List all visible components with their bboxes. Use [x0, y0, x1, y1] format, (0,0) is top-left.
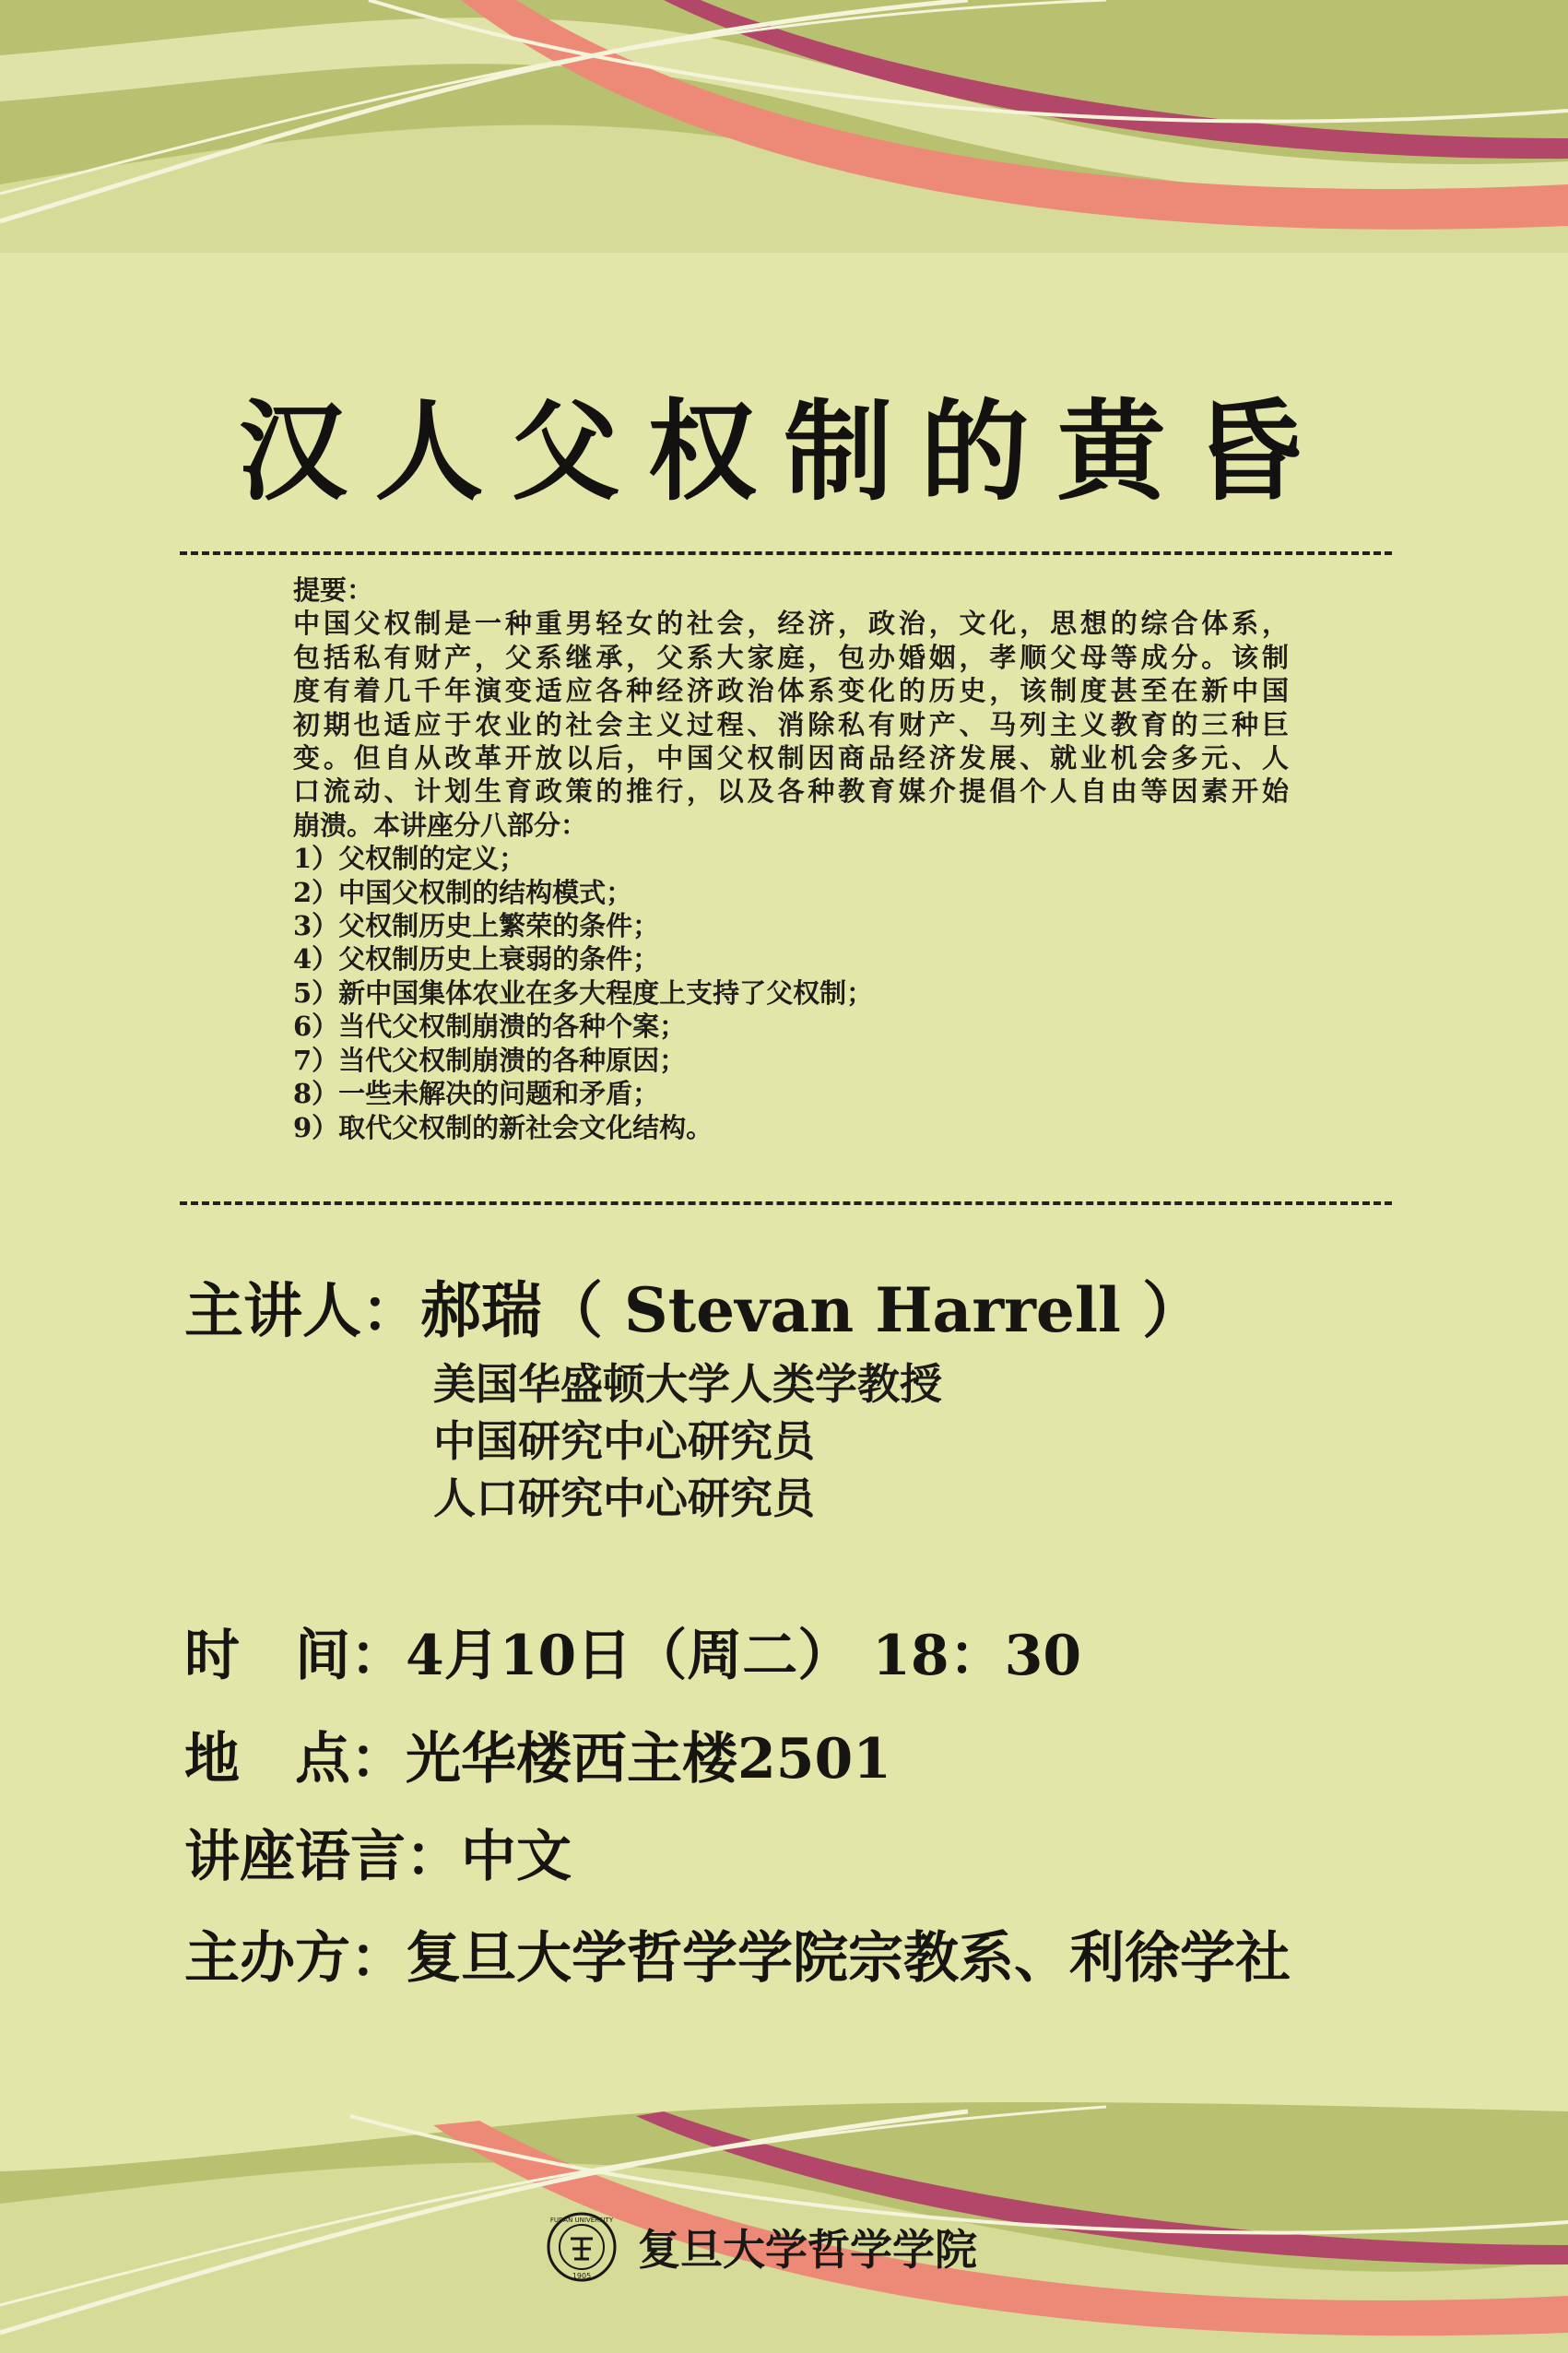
host-label: 主办方： — [184, 1926, 406, 1991]
outline-item: 5）新中国集体农业在多大程度上支持了父权制； — [293, 976, 874, 1009]
outline-item: 1）父权制的定义； — [293, 843, 526, 875]
abstract-heading: 提要： — [293, 574, 374, 606]
outline-item: 2）中国父权制的结构模式； — [293, 876, 633, 908]
language-value: 中文 — [461, 1825, 572, 1889]
seal-year: 1905 — [572, 2272, 592, 2280]
place-label: 地 点： — [184, 1727, 406, 1791]
time-label: 时 间： — [184, 1624, 406, 1688]
seal-text: FUDAN UNIVERSITY — [549, 2217, 614, 2224]
lecture-language-row — [184, 1813, 572, 1892]
speaker-affiliations — [433, 1355, 942, 1527]
affiliation-item: 美国华盛顿大学人类学教授 — [433, 1359, 942, 1409]
outline-item: 3）父权制历史上繁荣的条件； — [293, 910, 660, 942]
event-place-row — [184, 1715, 891, 1794]
host-row — [184, 1914, 1291, 1993]
abstract-line: 度有着几千年演变适应各种经济政治体系变化的历史，该制度甚至在新中国 — [293, 675, 1289, 707]
abstract-line: 中国父权制是一种重男轻女的社会，经济，政治，文化，思想的综合体系， — [293, 608, 1289, 640]
speaker-name: 郝瑞（ Stevan Harrell ） — [420, 1274, 1203, 1346]
lecture-outline-list — [293, 842, 1289, 1144]
affiliation-item: 中国研究中心研究员 — [433, 1416, 815, 1466]
top-wave-graphic — [0, 0, 1568, 254]
top-dashed-divider — [180, 551, 1392, 555]
language-label: 讲座语言： — [184, 1825, 461, 1889]
outline-item: 4）父权制历史上衰弱的条件； — [293, 943, 660, 975]
host-value: 复旦大学哲学学院宗教系、利徐学社 — [406, 1926, 1291, 1991]
outline-item: 6）当代父权制崩溃的各种个案； — [293, 1011, 687, 1043]
footer-org-name: 复旦大学哲学学院 — [638, 2225, 977, 2275]
place-value: 光华楼西主楼2501 — [406, 1727, 891, 1791]
affiliation-item: 人口研究中心研究员 — [433, 1473, 815, 1523]
abstract-line: 初期也适应于农业的社会主义过程、消除私有财产、马列主义教育的三种巨 — [293, 708, 1289, 740]
speaker-label: 主讲人： — [184, 1277, 420, 1346]
abstract-line: 变。但自从改革开放以后，中国父权制因商品经济发展、就业机会多元、人 — [293, 742, 1289, 774]
top-decorative-band — [0, 0, 1568, 254]
fudan-university-seal-icon — [546, 2211, 618, 2283]
abstract-section — [293, 573, 1289, 1144]
outline-item: 9）取代父权制的新社会文化结构。 — [293, 1111, 713, 1143]
bottom-dashed-divider — [180, 1201, 1392, 1205]
poster-title: 汉人父权制的黄昏 — [238, 387, 1330, 515]
abstract-line: 崩溃。本讲座分八部分： — [293, 809, 588, 841]
outline-item: 8）一些未解决的问题和矛盾； — [293, 1078, 660, 1110]
footer-logo — [546, 2205, 977, 2288]
event-time-row — [184, 1612, 1081, 1691]
time-value: 4月10日（周二） 18：30 — [406, 1624, 1082, 1688]
speaker-line — [184, 1261, 1203, 1349]
outline-item: 7）当代父权制崩溃的各种原因； — [293, 1044, 687, 1076]
abstract-line: 口流动、计划生育政策的推行，以及各种教育媒介提倡个人自由等因素开始 — [293, 775, 1289, 808]
abstract-line: 包括私有财产，父系继承，父系大家庭，包办婚姻，孝顺父母等成分。该制 — [293, 641, 1289, 673]
